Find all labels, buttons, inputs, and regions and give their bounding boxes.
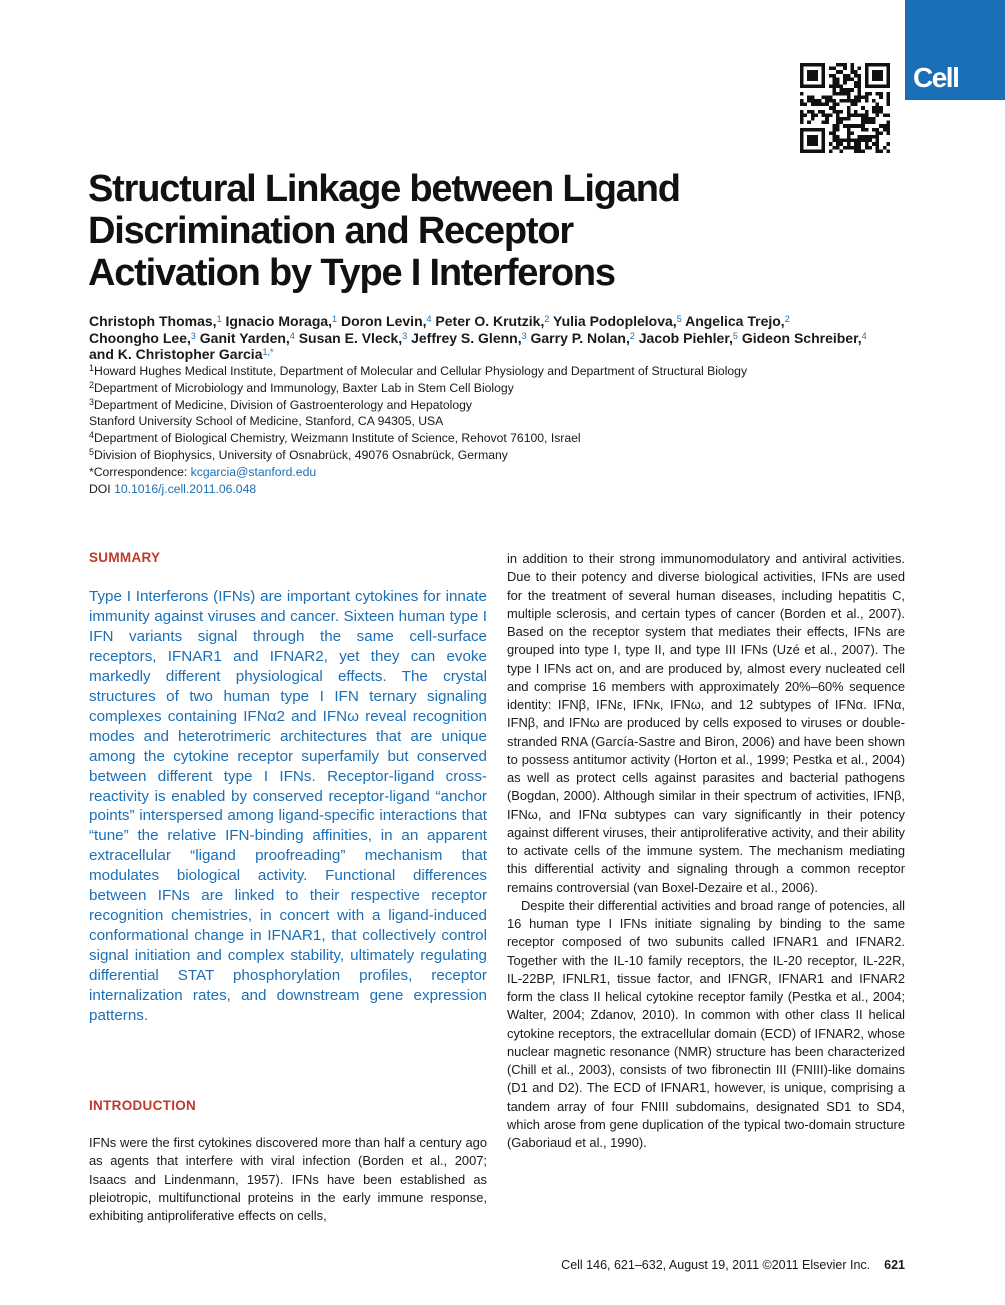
author-affiliation-mark: 1 [332,314,338,324]
page-footer [540,1258,905,1272]
affiliation-item [89,397,919,414]
affiliation-number: 4 [89,430,95,441]
affiliation-text: Department of Microbiology and Immunology, Baxter Lab in Stem Cell Biology [94,380,514,395]
author-affiliation-mark: 2 [784,314,790,324]
summary-heading: SUMMARY [89,550,161,565]
correspondence-email-link[interactable]: kcgarcia@stanford.edu [190,464,317,479]
affiliation-number: 2 [89,379,95,390]
author-name: Christoph Thomas, [89,313,217,329]
author-name: Susan E. Vleck, [298,329,403,346]
author-affiliation-mark: 1,* [262,347,274,358]
footer-citation: Cell 146, 621–632, August 19, 2011 ©2011 Elsevier Inc. [561,1258,871,1272]
journal-name: Cell [913,62,959,93]
author-affiliation-mark: 5 [676,314,682,324]
doi-link[interactable]: 10.1016/j.cell.2011.06.048 [114,481,257,496]
journal-logo-tab [905,0,1005,100]
page-number: 621 [884,1258,905,1272]
affiliation-item [89,447,919,464]
author-affiliation-mark: 2 [629,330,635,341]
introduction-heading: INTRODUCTION [89,1098,197,1113]
author-name: Ignacio Moraga, [225,313,333,329]
paragraph: in addition to their strong immunomodulatory and antiviral activities. Due to their potency and diverse biological activities, IFNs are used for the treatment of several human diseases, including hepatitis C, multiple sclerosis, and certain types of cancer (Borden et al., 2007). Based on the receptor system that mediates their effects, IFNs are grouped into type I, type II, and type III IFNs (Uzé et al., 2007). The type I IFNs act on, and are produced by, almost every nucleated cell and comprise 16 members with approximately 20%–60% sequence identity: IFNβ, IFNε, IFNκ, IFNω, and 12 subtypes of IFNα. IFNα, IFNβ, and IFNω are produced by cells exposed to viruses or double-stranded RNA (García-Sastre and Biron, 2006) and have been shown to possess antitumor activity (Horton et al., 1999; Pestka et al., 2004) as well as protect cells against parasites and bacterial pathogens (Bogdan, 2000). Although similar in their spectrum of activities, IFNβ, IFNω, and IFNα subtypes can vary significantly in their potency against different viruses, their antiproliferative activity, and their ability to activate cells of the immune system. The mechanism mediating this differential activity and signaling through a common receptor remains controversial (van Boxel-Dezaire et al., 2006). [507,551,905,895]
affiliation-item [89,430,919,447]
author-name: and K. Christopher Garcia [89,346,263,363]
author-affiliation-mark: 3 [402,330,408,341]
introduction-text-col2 [507,550,905,1152]
author-name: Garry P. Nolan, [530,329,630,346]
author-name: Peter O. Krutzik, [435,313,545,329]
affiliation-item [89,413,919,430]
qr-code-icon [800,63,890,153]
affiliation-number: 5 [89,446,95,457]
title-line: Discrimination and Receptor [88,210,573,252]
author-list [89,313,919,363]
author-line [89,313,919,330]
author-affiliation-mark: 1 [216,314,222,324]
author-name: Choongho Lee, [89,329,191,346]
author-affiliation-mark: 3 [190,330,196,341]
author-name: Jacob Piehler, [638,329,733,346]
author-name: Angelica Trejo, [685,313,785,329]
author-name: Gideon Schreiber, [741,329,862,346]
author-name: Doron Levin, [340,313,427,329]
author-affiliation-mark: 4 [289,330,295,341]
affiliation-number: 1 [89,363,95,373]
author-affiliation-mark: 5 [732,330,738,341]
author-affiliation-mark: 3 [521,330,527,341]
affiliations [89,363,919,497]
introduction-text-col1: IFNs were the first cytokines discovered more than half a century ago as agents that interfere with viral infection (Borden et al., 2007; Isaacs and Lindenmann, 1957). IFNs have been established as pleiotropic, multifunctional proteins in the early immune response, exhibiting antiproliferative effects on cells, [89,1135,487,1223]
affiliation-text: Department of Biological Chemistry, Weizmann Institute of Science, Rehovot 76100, Israel [94,431,581,446]
doi: DOI 10.1016/j.cell.2011.06.048 [89,481,257,496]
title-line: Activation by Type I Interferons [88,252,615,294]
affiliation-text: Department of Medicine, Division of Gastroenterology and Hepatology [94,397,473,412]
affiliation-item [89,363,919,380]
author-affiliation-mark: 2 [544,314,550,324]
paragraph: Despite their differential activities and broad range of potencies, all 16 human type I IFNs initiate signaling by binding to the same receptor composed of two subunits called IFNAR1 and IFNAR2. Together with the IL-10 family receptors, the IL-20 receptor, IL-22R, IL-22BP, IFNLR1, tissue factor, and IFNGR, IFNAR1 and IFNAR2 form the class II helical cytokine receptor family (Pestka et al., 2004; Walter, 2004; Zdanov, 2010). In common with other class II helical cytokine receptors, the extracellular domain (ECD) of IFNAR2, whose nuclear magnetic resonance (NMR) structure has been characterized (Chill et al., 2003), consists of two fibronectin III (FNIII)-like domains (D1 and D2). The ECD of IFNAR1, however, is unique, comprising a tandem array of four FNIII subdomains, designated SD1 to SD4, which arose from gene duplication of the typical two-domain structure (Gaboriaud et al., 1990). [507,897,905,1150]
correspondence: *Correspondence: kcgarcia@stanford.edu [89,464,317,479]
author-name: Ganit Yarden, [199,329,290,346]
author-affiliation-mark: 4 [426,314,432,324]
affiliation-number: 3 [89,396,95,407]
affiliation-text: Stanford University School of Medicine, Stanford, CA 94305, USA [89,414,444,429]
affiliation-text: Division of Biophysics, University of Osnabrück, 49076 Osnabrück, Germany [94,447,508,462]
title-line: Structural Linkage between Ligand [88,168,680,210]
affiliation-item [89,380,919,397]
author-name: Jeffrey S. Glenn, [411,329,522,346]
summary-text: Type I Interferons (IFNs) are important cytokines for innate immunity against viruses and cancer. Sixteen human type I IFN variants signal through the same cell-surface receptors, IFNAR1 and IFNAR2, yet they can evoke markedly different physiological effects. The crystal structures of two human type I IFN ternary signaling complexes containing IFNα2 and IFNω reveal recognition modes and heterotrimeric architectures that are unique among the cytokine receptor superfamily but conserved between different type I IFNs. Receptor-ligand cross-reactivity is enabled by conserved receptor-ligand “anchor points” interspersed among ligand-specific interactions that “tune” the relative IFN-binding affinities, in an apparent extracellular “ligand proofreading” mechanism that modulates biological activity. Functional differences between IFNs are linked to their respective receptor recognition chemistries, in concert with a ligand-induced conformational change in IFNAR1, that collectively control signal initiation and complex stability, ultimately regulating differential STAT phosphorylation profiles, receptor internalization rates, and downstream gene expression patterns. [89,588,487,1025]
author-line [89,346,919,363]
author-line [89,330,919,347]
author-affiliation-mark: 4 [861,330,867,341]
author-name: Yulia Podoplelova, [553,313,677,329]
affiliation-text: Howard Hughes Medical Institute, Department of Molecular and Cellular Physiology and Department of Structural Biology [94,364,748,378]
article-title [88,168,788,294]
